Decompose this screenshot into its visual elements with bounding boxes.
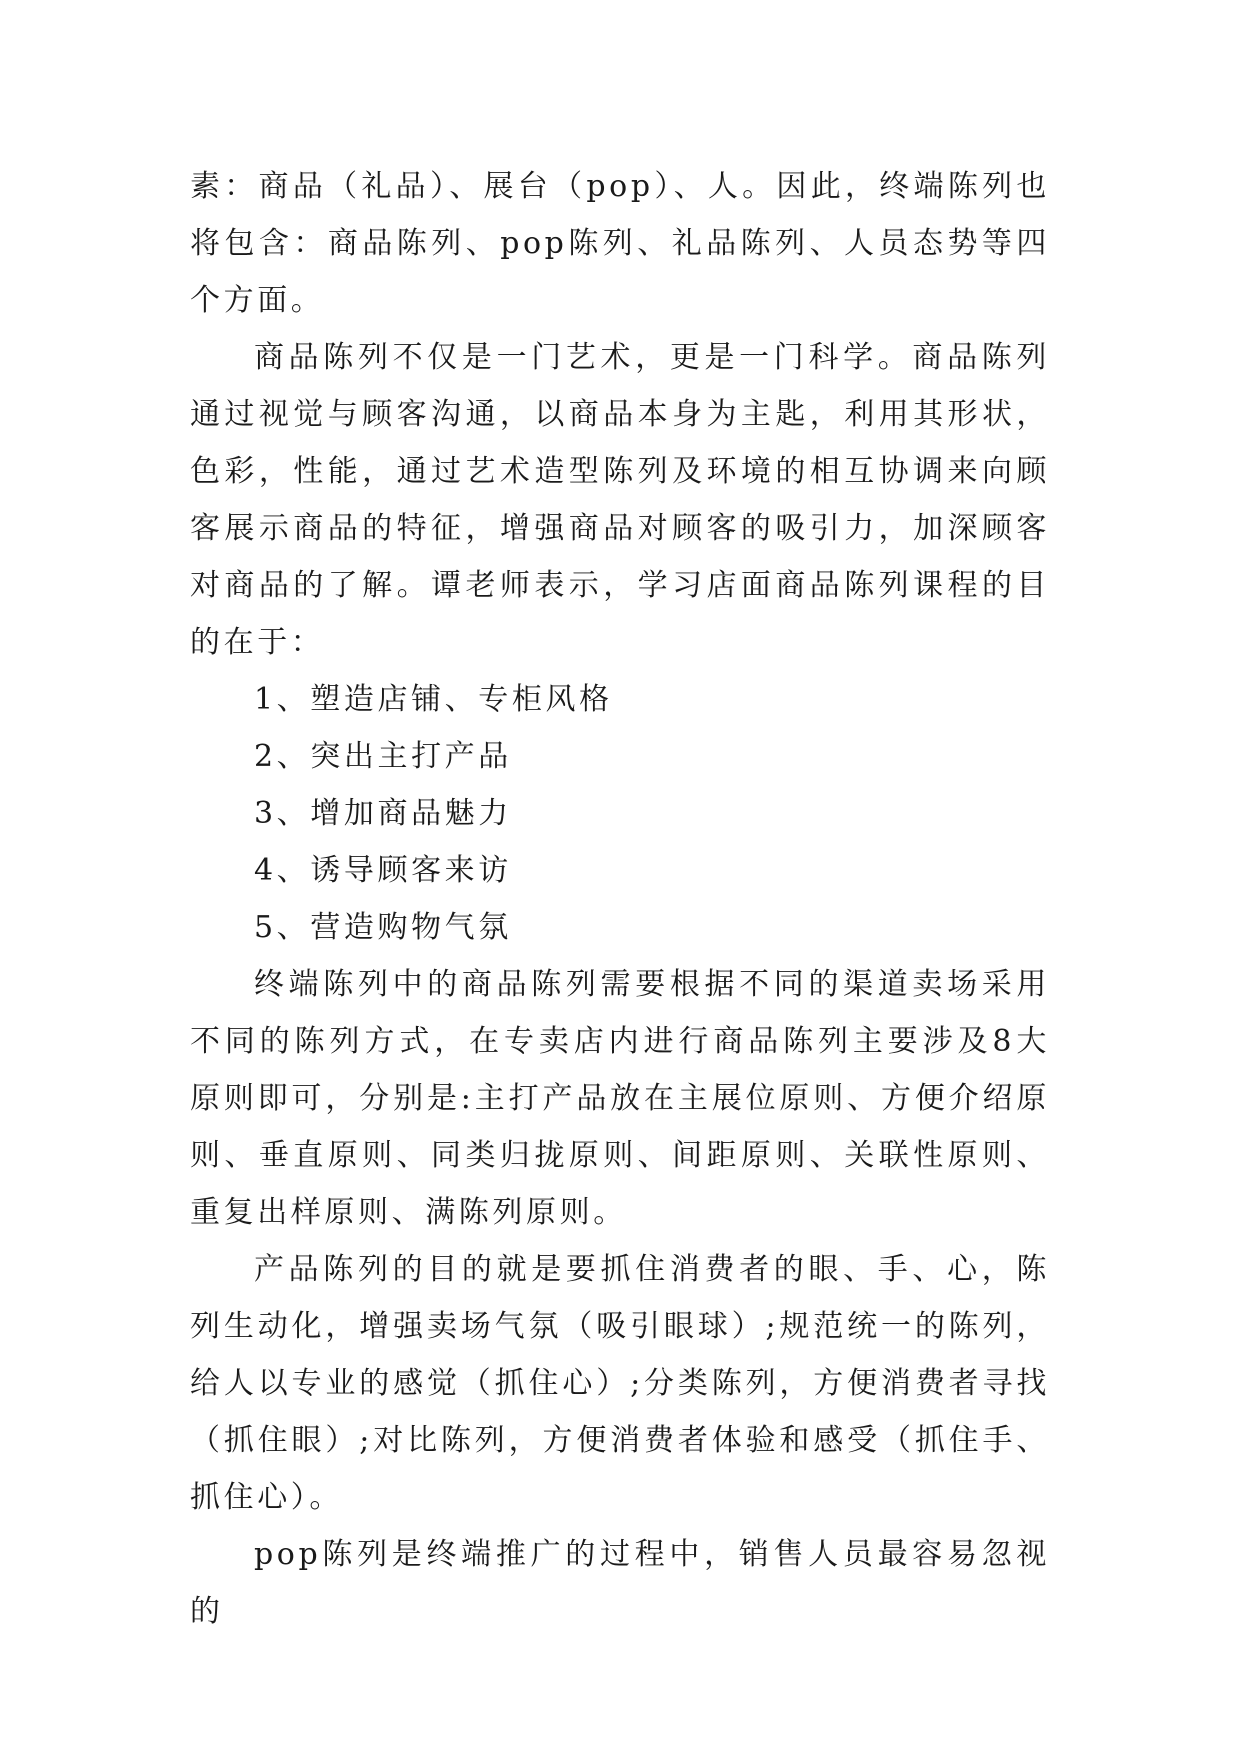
list-item: 4、诱导顾客来访 xyxy=(254,853,512,888)
paragraph-display-principles: 终端陈列中的商品陈列需要根据不同的渠道卖场采用不同的陈列方式，在专卖店内进行商品陈列主要涉及8大原则即可，分别是:主打产品放在主展位原则、方便介绍原则、垂直原则、同类归拢原则、间距原则、关联性原则、重复出样原则、满陈列原则。 xyxy=(190,967,1050,1230)
list-item: 5、营造购物气氛 xyxy=(254,910,512,945)
paragraph-display-art: 商品陈列不仅是一门艺术，更是一门科学。商品陈列通过视觉与顾客沟通，以商品本身为主匙，利用其形状，色彩，性能，通过艺术造型陈列及环境的相互协调来向顾客展示商品的特征，增强商品对顾客的吸引力，加深顾客对商品的了解。谭老师表示，学习店面商品陈列课程的目的在于： xyxy=(190,340,1050,660)
list-item: 3、增加商品魅力 xyxy=(254,796,512,831)
list-item: 2、突出主打产品 xyxy=(254,739,512,774)
paragraph-display-purpose: 产品陈列的目的就是要抓住消费者的眼、手、心，陈列生动化，增强卖场气氛（吸引眼球）;规范统一的陈列，给人以专业的感觉（抓住心）;分类陈列，方便消费者寻找（抓住眼）;对比陈列，方便消费者体验和感受（抓住手、抓住心）。 xyxy=(190,1252,1050,1515)
document-body xyxy=(190,158,1050,1640)
paragraph-continued: 素：商品（礼品）、展台（pop）、人。因此，终端陈列也将包含：商品陈列、pop陈列、礼品陈列、人员态势等四个方面。 xyxy=(190,169,1050,318)
list-item: 1、塑造店铺、专柜风格 xyxy=(254,682,613,717)
paragraph-pop-display: pop陈列是终端推广的过程中，销售人员最容易忽视的 xyxy=(190,1537,1050,1629)
